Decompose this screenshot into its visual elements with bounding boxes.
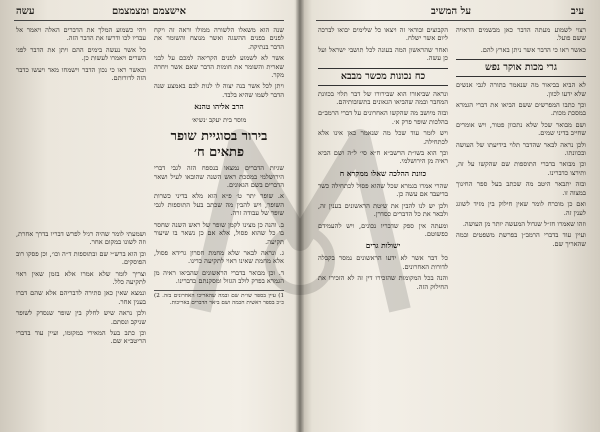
paragraph: וכך כתבו המפרשים ששם הביאו את דברי הגמרא במסכת מכות. (456, 101, 586, 118)
right-page-column-2 (318, 26, 448, 422)
subsection-heading: ישולות גרים (365, 241, 401, 251)
paragraph: ויש לומר עוד שכל מה שנאמר כאן אינו אלא לכתחילה. (318, 129, 448, 146)
subsection-heading: כוונת ההלכה שאלו ממקרא ח (339, 168, 427, 178)
right-page (302, 0, 600, 432)
paragraph: וכן כתב בעל המאירי במקומו, ועיין עוד בדברי הריטב״א שם. (16, 329, 146, 346)
paragraph: שגיות הדברים נמצאו בנספח הזה לגבי דברי הירושלמי במסכת ראש השנה שהובאו לעיל ושאר הדברים בשם הגאונים. (154, 164, 284, 190)
author-name: הרב אליהו טהנא (194, 102, 244, 112)
paragraph: ובזה מיושב מה שהקשו האחרונים על דברי הרמב״ם בהלכות שופר פרק א׳. (318, 109, 448, 126)
paragraph: ועיין עוד בדברי הרמב״ן בפרשת משפטים ובמה שהאריך שם. (456, 231, 586, 248)
paragraph: ושמעתי לומר שהיה רגיל לפרש דבריו בדרך אחרת, וזה לשונו במקום אחר. (16, 230, 146, 247)
paragraph: כל דבר אשר לא ידעו הראשונים נמסר בקבלה לדורות האחרונים. (318, 254, 448, 271)
left-page-column-2 (16, 26, 146, 186)
paragraph: ב. והנה כן מצינו לקמן שופר של ראש השנה שחסר בו כל שהוא פסול, אלא אם כן נשאר בו שיעור תקיעה. (154, 220, 284, 246)
left-folio: עשה (16, 6, 35, 17)
paragraph: ואחר שהראשון המה בעונה לכל תושבי ישראל ועל כן עשה. (318, 45, 448, 63)
paragraph: ג. ונראה לבאר שלא מחמת חסרון גרידא פסול, אלא מחמת שאינו ראוי לתקיעה כדינו. (154, 248, 284, 266)
paragraph: ויתן לכל אשר בנה יצוה לו לנות לבם באמצע שנה הדבר לשמו שהיא בלבד. (154, 82, 284, 99)
left-page-column-1 (154, 26, 284, 422)
paragraph: כל אשר נעשה בימים ההם ויתן את הדבר לפני השרים ויאמרו לעשות כן. (16, 45, 146, 63)
right-running-head (316, 6, 586, 21)
paragraph: ולכן יש לנו להבין את שיטת הראשונים בענין זה, ולבאר את כל הדברים כסדרן. (318, 201, 448, 219)
right-running-title: על המשיב (430, 6, 472, 17)
paragraph: ומעתה אין ספק שדבריו נכונים, ויש להעמידם כפשוטם. (318, 221, 448, 238)
paragraph: ונמצא שאין כאן סתירה לדבריהם אלא שהם דברו בענין אחר. (16, 289, 146, 306)
left-running-head (14, 6, 284, 21)
paragraph: ד. וכן מבואר בדברי הראשונים שהביאו ראיה מן הגמרא בפרק לולב הגזול ומסקנתם כדברינו. (154, 268, 284, 286)
section-heading: גרי מכות אוקר נפש (456, 59, 586, 77)
paragraph: רצוי לשמוע מעתה הדבר כאן מבשמים הראויה ששם פועל. (456, 26, 586, 43)
paragraph: ויהי כשמוע המלך את הדברים האלה ויאמר אל עבדיו לכו ודרשו את הדבר הזה. (16, 26, 146, 43)
paragraph: שהרי אמרו בגמרא שכל שהוא פסול לכתחילה כשר בדיעבד אם עשה כן. (318, 181, 448, 199)
paragraph: שנה הוא משאלו הלשורה ממולו וראה זה ויקח לפנים בפנים ההשגה ואשר מנוצח והשומר את הדבר בנתיקה. (154, 26, 284, 51)
author-title: מוסר בית יעקב ׳נשיא׳ (191, 116, 247, 125)
left-page (0, 0, 298, 432)
section-heading: כח נכונות מכשר מבבא (318, 68, 448, 86)
paragraph: ונראה שביאורו הוא שבירורו של דבר תלוי בכוונת המחבר ובמה שהביאו הגאונים בתשובותיהם. (318, 89, 448, 107)
paragraph: א. שופר יתר ט׳ פ״א הוא מלא בדיני כשרות השופר, ויש להבין מה שכתב בעל התוספות לגבי שופר של עבודה זרה. (154, 192, 284, 218)
paragraph: וכן מבואר בדברי התוספות שם שהקשו על זה, ותירצו כדברינו. (456, 160, 586, 177)
right-page-column-1 (456, 26, 586, 422)
footnotes: 1) עיין בספר שו״ת שם ובמה שהאריכו האחרונים בזה. 2) כ״כ בספר ראשית חכמה ושם ביאר הדברים באריכות. (154, 290, 284, 307)
paragraph: ושם מבואר שכל שלא נתכוון פטור, ויש אומרים שחייב בדיני שמים. (456, 120, 586, 138)
right-folio: עיב (570, 6, 584, 17)
paragraph: וצריך לומר שלא אמרו אלא בזמן שאין ראוי לתקיעה כלל. (16, 269, 146, 287)
paragraph: ולכן נראה לבאר שהדבר תלוי בידיעתו של העושה ובכוונתו. (456, 140, 586, 158)
paragraph: ולכן נראה שיש לחלק בין שופר שנסדק לשופר שניקב ונסתם. (16, 309, 146, 326)
article-heading: בירור בסוגיית שופר פתאים ח׳ (170, 129, 268, 161)
paragraph: לא הביא בביאור מה שנאמר בתורה לגבי אנשים שלא ידעו לכוון. (456, 81, 586, 98)
paragraph: כאשר ראו כי הדבר אשר ניתן בארץ להם. (480, 45, 586, 54)
paragraph: וכאשר ראו כי נכון הדבר וישמחו מאד ויעשו כדבר הזה לדורותם. (16, 65, 146, 83)
paragraph: וכן הוא ברש״י שם ובתוספות ד״ה וכו׳, וכן פסקו רוב הפוסקים. (16, 249, 146, 267)
paragraph: וזהו שאמרו חז״ל שגדול המעשה יותר מן העושה. (462, 219, 586, 228)
paragraph: הקבוצים ובודאי זה ויצאו כל שלימים יבואו לברכה ליום אשר ישלח. (318, 26, 448, 43)
paragraph: ואם כן מוכרח לומר שאין חילוק בין מזיד לשוגג לענין זה. (456, 200, 586, 217)
left-page-column-2-lower (16, 230, 146, 420)
paragraph: וכך הוא בשו״ת הרשב״א ח״א סי׳ ל״ה ושם הביא ראיה מן הירושלמי. (318, 149, 448, 166)
paragraph: אשר לא לשמוע לפנים הקריאה למכם על לבני שארית והשומר את חומות הדבר שאם אשר ויחרה מקר. (154, 54, 284, 80)
paragraph: ובזה יתבאר היטב מה שכתב בעל ספר החינוך במצוה זו. (456, 180, 586, 197)
left-running-title: אישצמם ומצמצמם (111, 6, 187, 17)
book-gutter (296, 0, 304, 432)
paragraph: והנה בכל המקומות שהזכירו דין זה לא הזכירו את החילוק הזה. (318, 274, 448, 291)
